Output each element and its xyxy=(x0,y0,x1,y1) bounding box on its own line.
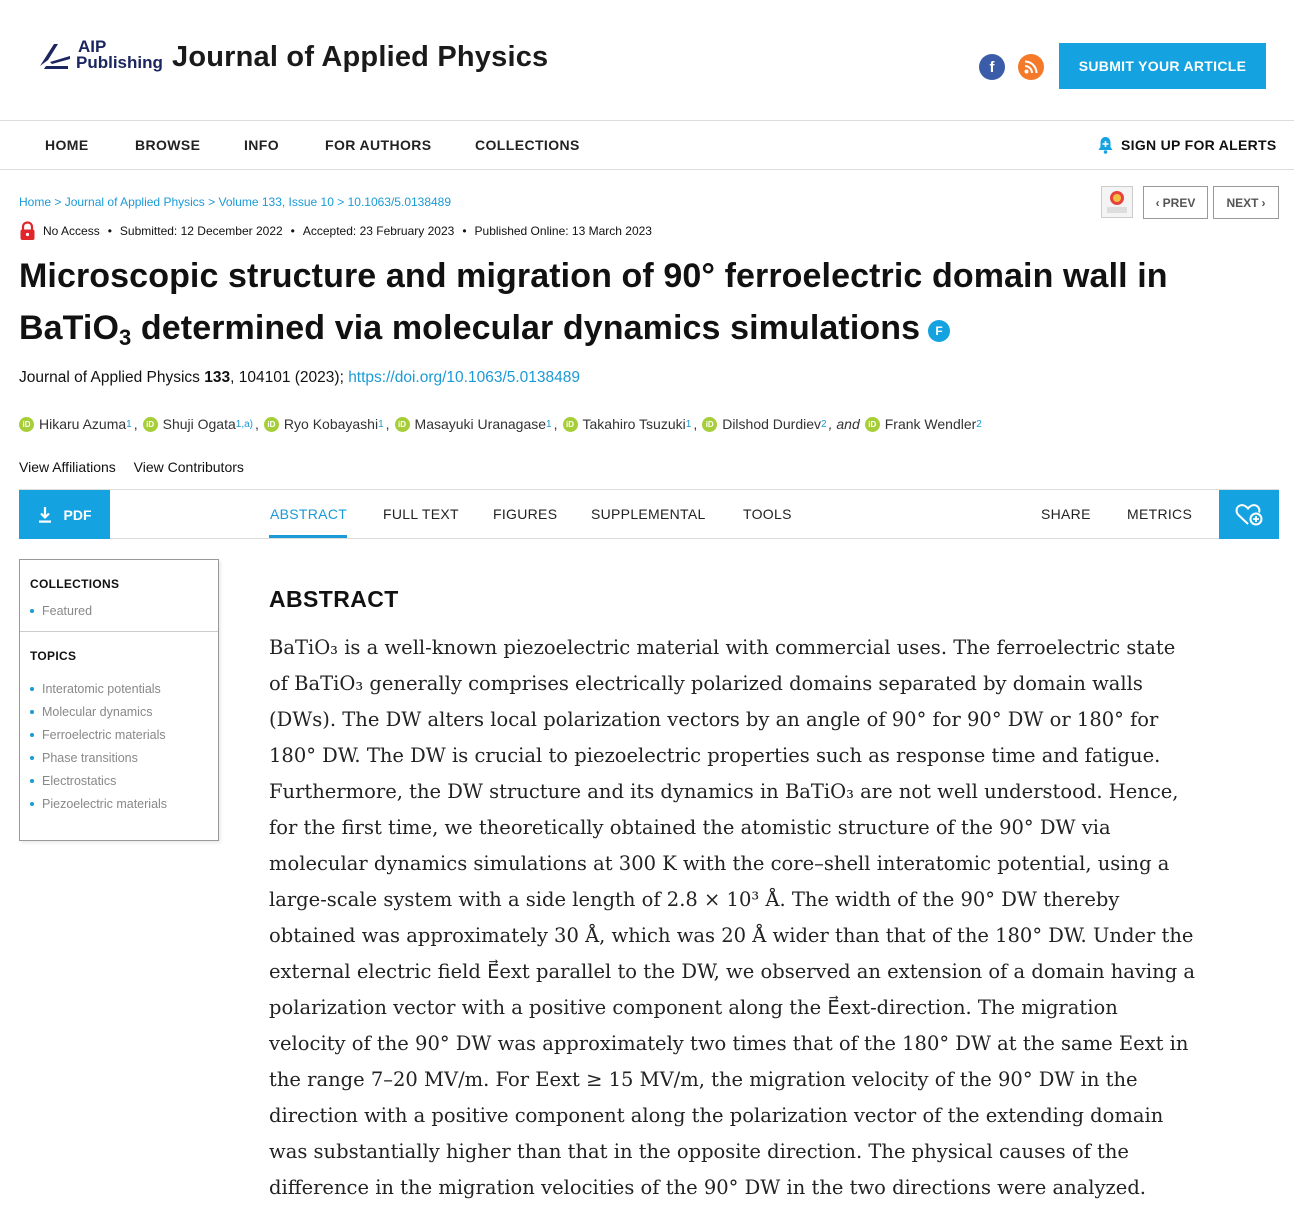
abstract-line: for the first time, we theoretically obtained the atomistic structure of the 90° DW via xyxy=(269,816,1111,839)
author-name: Shuji Ogata xyxy=(162,416,236,432)
breadcrumb-doi[interactable]: 10.1063/5.0138489 xyxy=(347,195,452,209)
crossmark-glyph-icon xyxy=(1102,187,1132,217)
author-name: Masayuki Uranagase xyxy=(414,416,547,432)
prev-label: PREV xyxy=(1162,195,1196,210)
sidebar xyxy=(19,559,219,841)
breadcrumb-home[interactable]: Home xyxy=(19,195,52,209)
chevron-left-icon: ‹ xyxy=(1155,195,1160,210)
logo-line-aip: AIP xyxy=(78,37,107,56)
tab-abstract[interactable]: ABSTRACT xyxy=(270,506,348,522)
abstract-line: external electric field E⃗ext parallel to the DW, we observed an extension of a domain having a xyxy=(269,960,1196,983)
author-item[interactable] xyxy=(143,416,253,432)
share-button[interactable]: SHARE xyxy=(1041,506,1091,522)
article-meta xyxy=(19,221,652,241)
abstract-line: difference in the migration velocities of the 90° DW in the two directions were analyzed. xyxy=(269,1176,1147,1199)
active-tab-indicator xyxy=(269,535,347,538)
journal-title[interactable]: Journal of Applied Physics xyxy=(172,41,549,73)
breadcrumb-separator: > xyxy=(333,195,348,209)
logo-line-publishing: Publishing xyxy=(76,53,163,72)
main-nav xyxy=(0,121,1294,170)
author-name: Takahiro Tsuzuki xyxy=(582,416,686,432)
topic-item[interactable]: Piezoelectric materials xyxy=(30,797,218,811)
facebook-icon[interactable]: f xyxy=(979,54,1005,80)
tab-supplemental[interactable]: SUPPLEMENTAL xyxy=(591,506,706,522)
abstract-heading: ABSTRACT xyxy=(269,586,399,612)
featured-badge-icon[interactable]: F xyxy=(928,320,950,342)
breadcrumb xyxy=(19,195,451,209)
nav-collections[interactable]: COLLECTIONS xyxy=(475,137,580,153)
meta-dot: • xyxy=(462,224,467,238)
add-to-favorites-button[interactable] xyxy=(1219,490,1279,539)
orcid-icon[interactable]: iD xyxy=(563,417,578,432)
author-name: Dilshod Durdiev xyxy=(722,416,822,432)
abstract-line: obtained was approximately 30 Å, which was 20 Å wider than that of the 180° DW. Under the xyxy=(269,924,1194,947)
breadcrumb-separator: > xyxy=(204,195,219,209)
prev-article-button[interactable] xyxy=(1143,186,1208,219)
breadcrumb-issue[interactable]: Volume 133, Issue 10 xyxy=(218,195,334,209)
rss-glyph-icon xyxy=(1024,60,1038,74)
article-toolbar xyxy=(19,489,1279,539)
abstract-line: direction with a positive component along the polarization vector of the extending domain xyxy=(269,1104,1164,1127)
topic-item[interactable]: Interatomic potentials xyxy=(30,682,218,696)
site-header xyxy=(0,0,1294,121)
tab-figures[interactable]: FIGURES xyxy=(493,506,558,522)
next-article-button[interactable] xyxy=(1213,186,1279,219)
abstract-line: BaTiO₃ is a well-known piezoelectric material with commercial uses. The ferroelectric state xyxy=(269,636,1176,659)
rss-icon[interactable] xyxy=(1018,54,1044,80)
aip-logo-icon xyxy=(38,38,72,72)
crossmark-icon[interactable] xyxy=(1101,186,1133,218)
orcid-icon[interactable]: iD xyxy=(865,417,880,432)
author-affiliation-marker: 2 xyxy=(976,418,982,430)
abstract-line: large-scale system with a side length of 2.8 × 10³ Å. The width of the 90° DW thereby xyxy=(269,888,1120,911)
pdf-label: PDF xyxy=(63,506,92,523)
citation-pages: , 104101 (2023); xyxy=(230,369,349,386)
author-item[interactable] xyxy=(395,416,552,432)
orcid-icon[interactable]: iD xyxy=(702,417,717,432)
submit-article-button[interactable]: SUBMIT YOUR ARTICLE xyxy=(1059,43,1266,89)
topics-section xyxy=(20,632,218,811)
bell-icon xyxy=(1097,136,1114,154)
author-name: Frank Wendler xyxy=(884,416,977,432)
author-separator: , xyxy=(553,416,558,432)
author-affiliation-marker: 1 xyxy=(546,418,552,430)
author-affiliation-marker: 2 xyxy=(821,418,827,430)
collections-section xyxy=(20,560,218,631)
author-separator: , xyxy=(255,416,259,432)
view-affiliations-link[interactable]: View Affiliations xyxy=(19,459,116,475)
heart-plus-icon xyxy=(1235,503,1263,527)
abstract-line: 180° DW. The DW is crucial to piezoelectric properties such as response time and fatigue. xyxy=(269,744,1161,767)
article-title xyxy=(19,250,1179,364)
published-date: Published Online: 13 March 2023 xyxy=(474,224,652,238)
orcid-icon[interactable]: iD xyxy=(19,417,34,432)
citation-volume: 133 xyxy=(204,369,231,386)
author-item[interactable] xyxy=(563,416,692,432)
breadcrumb-separator: > xyxy=(51,195,65,209)
author-separator: , xyxy=(693,416,698,432)
abstract-body xyxy=(269,630,1196,1206)
view-contributors-link[interactable]: View Contributors xyxy=(133,459,244,475)
author-affiliation-marker: 1 xyxy=(378,418,384,430)
author-item[interactable] xyxy=(865,416,982,432)
chevron-right-icon: › xyxy=(1261,195,1266,210)
abstract-line: polarization vector with a positive component along the E⃗ext-direction. The migration xyxy=(269,996,1118,1019)
collection-item-featured[interactable]: Featured xyxy=(30,604,218,618)
topics-heading: TOPICS xyxy=(30,649,77,663)
orcid-icon[interactable]: iD xyxy=(264,417,279,432)
author-list xyxy=(19,416,989,432)
meta-dot: • xyxy=(107,224,112,238)
sign-up-alerts-link[interactable] xyxy=(1097,136,1277,154)
author-name: Ryo Kobayashi xyxy=(283,416,379,432)
nav-home[interactable]: HOME xyxy=(45,137,89,153)
topic-item[interactable]: Phase transitions xyxy=(30,751,218,765)
abstract-line: molecular dynamics simulations at 300 K with the core–shell interatomic potential, using a xyxy=(269,852,1170,875)
topic-item[interactable]: Ferroelectric materials xyxy=(30,728,218,742)
collections-heading: COLLECTIONS xyxy=(30,577,120,591)
abstract-line: Furthermore, the DW structure and its dynamics in BaTiO₃ are not well understood. Hence, xyxy=(269,780,1179,803)
citation-journal: Journal of Applied Physics xyxy=(19,369,205,386)
author-item[interactable] xyxy=(264,416,384,432)
breadcrumb-journal[interactable]: Journal of Applied Physics xyxy=(64,195,205,209)
submitted-date: Submitted: 12 December 2022 xyxy=(119,224,283,238)
author-affiliation-marker: 1 xyxy=(685,418,692,430)
abstract-line: (DWs). The DW alters local polarization vectors by an angle of 90° for 90° DW or 180° for xyxy=(269,708,1159,731)
alerts-label: SIGN UP FOR ALERTS xyxy=(1121,137,1277,153)
pdf-button[interactable] xyxy=(19,490,110,539)
lock-icon xyxy=(19,221,36,241)
citation xyxy=(19,369,580,387)
author-separator: , xyxy=(133,416,138,432)
doi-link[interactable]: https://doi.org/10.1063/5.0138489 xyxy=(348,369,581,386)
download-icon xyxy=(38,506,52,524)
author-item[interactable] xyxy=(702,416,826,432)
view-links xyxy=(19,459,258,475)
topic-item[interactable]: Molecular dynamics xyxy=(30,705,218,719)
meta-dot: • xyxy=(290,224,295,238)
aip-logo[interactable] xyxy=(38,38,163,72)
abstract-line: of BaTiO₃ generally comprises electrically polarized domains separated by domain walls xyxy=(269,672,1143,695)
title-part-2: determined via molecular dynamics simulations xyxy=(131,309,921,347)
topic-item[interactable]: Electrostatics xyxy=(30,774,218,788)
abstract-line: was substantially higher than that in the opposite direction. The physical causes of the xyxy=(269,1140,1129,1163)
author-affiliation-marker: 1,a) xyxy=(235,418,254,430)
orcid-icon[interactable]: iD xyxy=(395,417,410,432)
accepted-date: Accepted: 23 February 2023 xyxy=(302,224,455,238)
next-label: NEXT xyxy=(1226,195,1259,210)
nav-browse[interactable]: BROWSE xyxy=(135,137,201,153)
nav-for-authors[interactable]: FOR AUTHORS xyxy=(325,137,432,153)
title-part-1: Microscopic structure and migration of 90° ferroelectric domain wall in BaTiO xyxy=(19,257,1168,347)
author-separator: , and xyxy=(828,416,860,432)
author-name: Hikaru Azuma xyxy=(39,416,127,432)
author-affiliation-marker: 1 xyxy=(126,418,132,430)
access-status: No Access xyxy=(43,224,100,238)
title-subscript: 3 xyxy=(119,325,132,350)
orcid-icon[interactable]: iD xyxy=(143,417,158,432)
abstract-line: the range 7–20 MV/m. For Eext ≥ 15 MV/m, the migration velocity of the 90° DW in the xyxy=(269,1068,1138,1091)
tab-full-text[interactable]: FULL TEXT xyxy=(383,506,459,522)
author-item[interactable] xyxy=(19,416,132,432)
nav-info[interactable]: INFO xyxy=(244,137,280,153)
metrics-button[interactable]: METRICS xyxy=(1127,506,1193,522)
author-separator: , xyxy=(385,416,390,432)
tab-tools[interactable]: TOOLS xyxy=(743,506,792,522)
abstract-line: velocity of the 90° DW was approximately two times that of the 180° DW at the same Eext in xyxy=(269,1032,1189,1055)
